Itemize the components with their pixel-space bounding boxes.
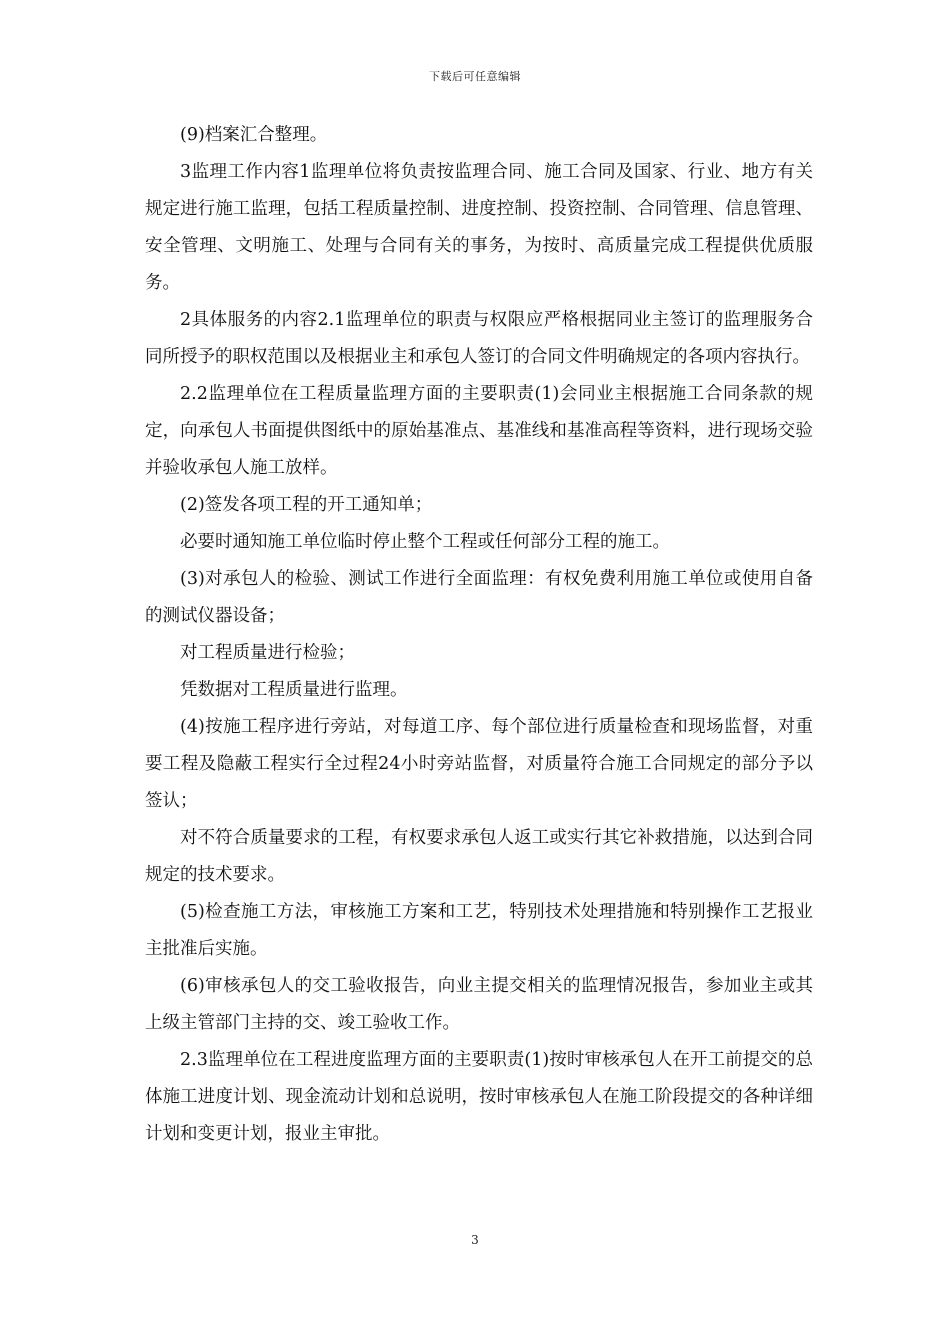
- paragraph: 2.2监理单位在工程质量监理方面的主要职责(1)会同业主根据施工合同条款的规定，向承包人书面提供图纸中的原始基准点、基准线和基准高程等资料，进行现场交验并验收承包人施工放样。: [145, 384, 813, 478]
- paragraph: (9)档案汇合整理。: [180, 125, 328, 145]
- paragraph: 必要时通知施工单位临时停止整个工程或任何部分工程的施工。: [180, 532, 670, 552]
- page-header: 下载后可任意编辑: [429, 70, 521, 83]
- paragraph: 2具体服务的内容2.1监理单位的职责与权限应严格根据同业主签订的监理服务合同所授予的职权范围以及根据业主和承包人签订的合同文件明确规定的各项内容执行。: [145, 310, 813, 367]
- paragraph: (6)审核承包人的交工验收报告，向业主提交相关的监理情况报告，参加业主或其上级主管部门主持的交、竣工验收工作。: [145, 976, 813, 1033]
- paragraph: 2.3监理单位在工程进度监理方面的主要职责(1)按时审核承包人在开工前提交的总体施工进度计划、现金流动计划和总说明，按时审核承包人在施工阶段提交的各种详细计划和变更计划，报业主审批。: [145, 1050, 813, 1144]
- paragraph: (5)检查施工方法，审核施工方案和工艺，特别技术处理措施和特别操作工艺报业主批准后实施。: [145, 902, 813, 959]
- document-body: [145, 117, 813, 1153]
- paragraph: 对工程质量进行检验；: [180, 643, 355, 663]
- page-number: 3: [471, 1233, 479, 1247]
- paragraph: (3)对承包人的检验、测试工作进行全面监理：有权免费利用施工单位或使用自备的测试仪器设备；: [145, 569, 813, 626]
- paragraph: (2)签发各项工程的开工通知单；: [180, 495, 433, 515]
- paragraph: 对不符合质量要求的工程，有权要求承包人返工或实行其它补救措施，以达到合同规定的技术要求。: [145, 828, 813, 885]
- paragraph: 凭数据对工程质量进行监理。: [180, 680, 408, 700]
- paragraph: (4)按施工程序进行旁站，对每道工序、每个部位进行质量检查和现场监督，对重要工程及隐蔽工程实行全过程24小时旁站监督，对质量符合施工合同规定的部分予以签认；: [145, 717, 813, 811]
- paragraph: 3监理工作内容1监理单位将负责按监理合同、施工合同及国家、行业、地方有关规定进行施工监理，包括工程质量控制、进度控制、投资控制、合同管理、信息管理、安全管理、文明施工、处理与合同有关的事务，为按时、高质量完成工程提供优质服务。: [145, 162, 813, 293]
